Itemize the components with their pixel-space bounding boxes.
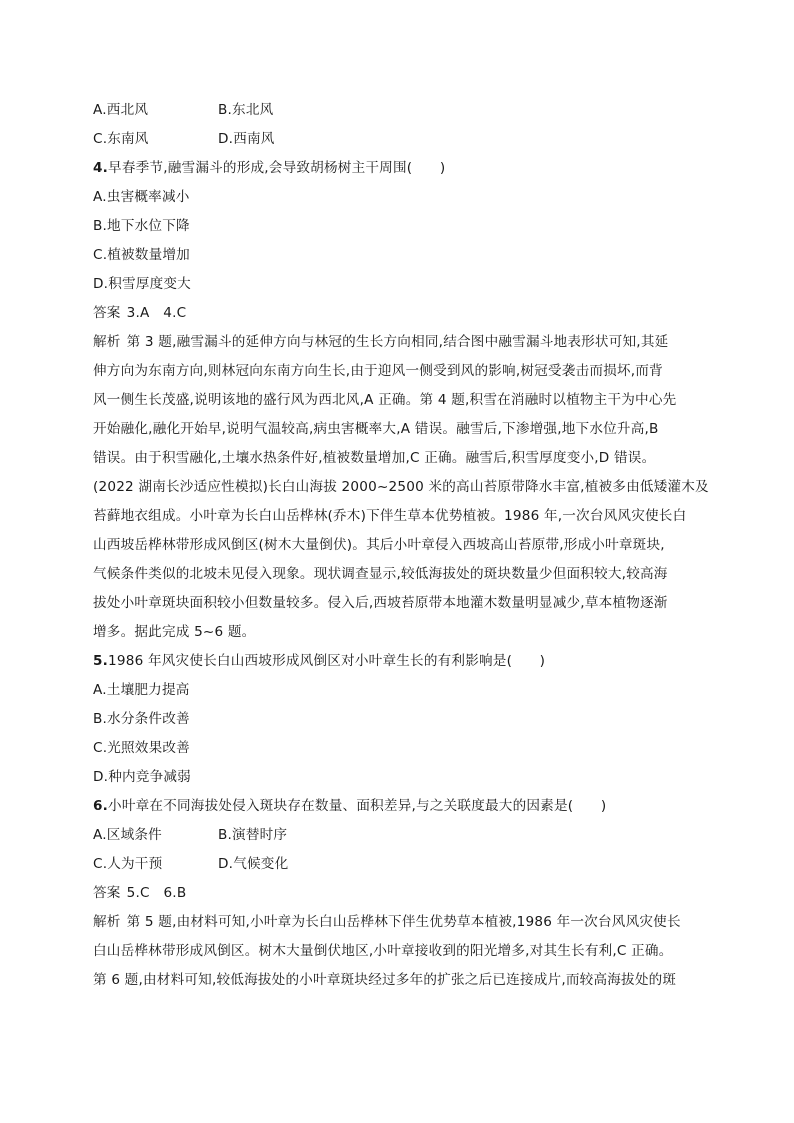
text-line: 苔藓地衣组成。小叶章为长白山岳桦林(乔木)下伴生草本优势植被。1986 年,一次台风风灾使长白 [93,508,687,524]
option-b: B.东北风 [218,102,274,118]
option-b: B.演替时序 [218,827,288,843]
analysis-text: 第 5 题,由材料可知,小叶章为长白山岳桦林下伴生优势草本植被,1986 年一次台风风灾使长 [126,914,681,930]
text-line: 增多。据此完成 5~6 题。 [93,624,256,640]
answer-label: 答案 [93,885,121,901]
option-line: B.地下水位下降 [93,218,190,234]
option-c: C.人为干预 [93,856,163,872]
analysis-line [93,333,668,351]
text-line: (2022 湖南长沙适应性模拟)长白山海拔 2000~2500 米的高山苔原带降水丰富,植被多由低矮灌木及 [93,479,709,495]
text-line: 风一侧生长茂盛,说明该地的盛行风为西北风,A 正确。第 4 题,积雪在消融时以植物主干为中心先 [93,392,677,408]
answer-line [93,304,186,322]
answer-label: 答案 [93,305,121,321]
option-d: D.气候变化 [218,856,289,872]
analysis-label: 解析 [93,914,121,930]
text-line: 拔处小叶章斑块面积较小但数量较多。侵入后,西坡苔原带本地灌木数量明显减少,草本植物逐渐 [93,595,668,611]
question-text: 小叶章在不同海拔处侵入斑块存在数量、面积差异,与之关联度最大的因素是( ) [108,798,607,814]
option-line: C.植被数量增加 [93,247,190,263]
analysis-line [93,913,681,931]
analysis-label: 解析 [93,334,121,350]
option-line: C.光照效果改善 [93,740,190,756]
text-line: 错误。由于积雪融化,土壤水热条件好,植被数量增加,C 正确。融雪后,积雪厚度变小,D 错误。 [93,450,656,466]
option-line: D.种内竞争减弱 [93,769,191,785]
option-a: A.西北风 [93,102,149,118]
question-text: 1986 年风灾使长白山西坡形成风倒区对小叶章生长的有利影响是( ) [108,653,546,669]
options-row [93,101,274,119]
option-line: A.虫害概率减小 [93,189,190,205]
option-line: A.土壤肥力提高 [93,682,190,698]
question-number: 4. [93,160,109,176]
question-text: 早春季节,融雪漏斗的形成,会导致胡杨树主干周围( ) [108,160,446,176]
text-line: 开始融化,融化开始早,说明气温较高,病虫害概率大,A 错误。融雪后,下渗增强,地下水位升高,B [93,421,659,437]
text-line: 第 6 题,由材料可知,较低海拔处的小叶章斑块经过多年的扩张之后已连接成片,而较高海拔处的斑 [93,972,677,988]
text-line: 山西坡岳桦林带形成风倒区(树木大量倒伏)。其后小叶章侵入西坡高山苔原带,形成小叶章斑块, [93,537,665,553]
question-5 [93,652,545,670]
answer-text: 3.A 4.C [126,305,187,321]
question-number: 5. [93,653,109,669]
text-line: 白山岳桦林带形成风倒区。树木大量倒伏地区,小叶章接收到的阳光增多,对其生长有利,C 正确。 [93,943,673,959]
analysis-text: 第 3 题,融雪漏斗的延伸方向与林冠的生长方向相同,结合图中融雪漏斗地表形状可知,其延 [126,334,669,350]
answer-text: 5.C 6.B [126,885,187,901]
option-c: C.东南风 [93,131,149,147]
options-row [93,855,289,873]
answer-line [93,884,186,902]
option-d: D.西南风 [218,131,275,147]
text-line: 气候条件类似的北坡未见侵入现象。现状调查显示,较低海拔处的斑块数量少但面积较大,较高海 [93,566,668,582]
option-a: A.区域条件 [93,827,162,843]
question-6 [93,797,606,815]
options-row [93,130,275,148]
option-line: B.水分条件改善 [93,711,190,727]
options-row [93,826,288,844]
question-number: 6. [93,798,109,814]
option-line: D.积雪厚度变大 [93,276,191,292]
text-line: 伸方向为东南方向,则林冠向东南方向生长,由于迎风一侧受到风的影响,树冠受袭击而损坏,而背 [93,363,663,379]
question-4 [93,159,445,177]
